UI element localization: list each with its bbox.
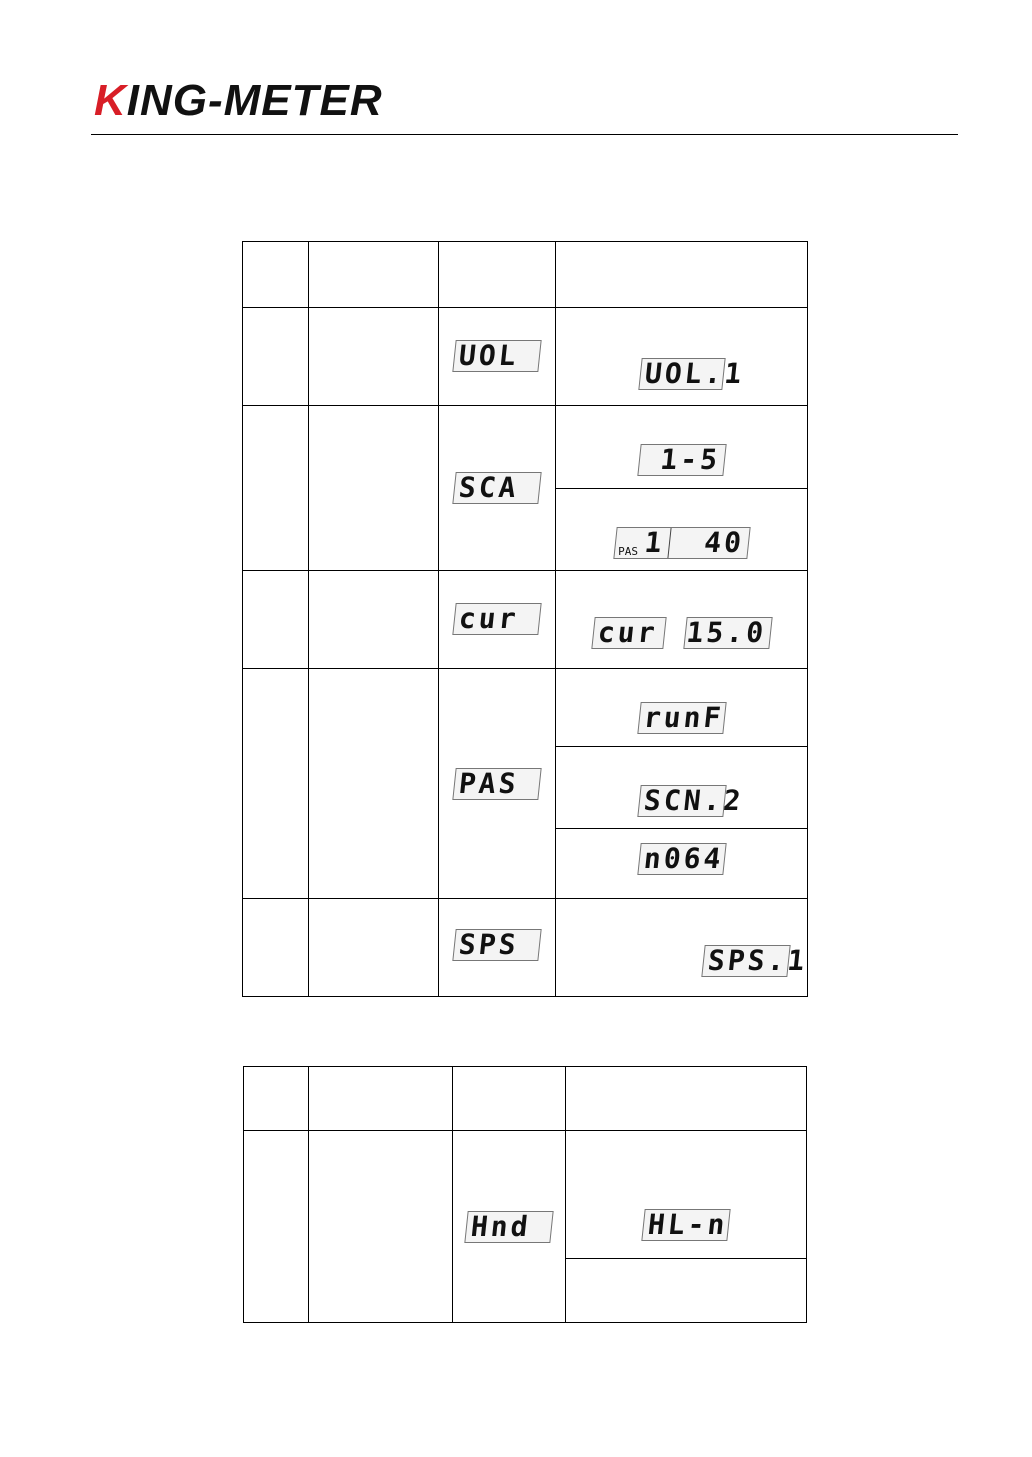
lcd-segment-value: 40 [702,526,746,559]
param-cell [439,308,556,406]
table-row [243,669,808,747]
index-cell [243,571,309,669]
table-row [243,571,808,669]
header-cell [453,1067,566,1131]
lcd-display: SCN.2 [637,785,726,817]
header-cell [244,1067,309,1131]
index-cell [243,669,309,899]
lcd-display: UOL [452,340,541,372]
logo-letter-k: K [94,76,127,125]
name-cell [309,308,439,406]
lcd-display: Hnd [464,1211,553,1243]
index-cell [243,406,309,571]
lcd-display: cur [452,603,541,635]
lcd-display: runF [637,702,726,734]
header-cell [556,242,808,308]
lcd-display-assist [613,527,750,559]
lcd-display: HL-n [641,1209,730,1241]
value-cell [556,571,808,669]
settings-table-2 [243,1066,807,1323]
table-row [243,406,808,489]
lcd-segment-level [614,528,671,558]
header-cell [566,1067,807,1131]
lcd-digit: 1 [642,526,666,559]
param-cell [439,571,556,669]
value-cell [566,1131,807,1259]
value-cell [556,829,808,899]
lcd-display: cur [591,617,666,649]
value-cell [556,747,808,829]
value-cell [566,1259,807,1323]
lcd-display: SPS.1 [701,945,790,977]
value-cell [556,899,808,997]
lcd-label: PAS [617,545,638,558]
lcd-display: UOL.1 [638,358,725,390]
king-meter-logo [94,78,383,124]
value-cell [556,308,808,406]
settings-table-1 [242,241,808,997]
name-cell [309,406,439,571]
value-cell [556,406,808,489]
lcd-display: 15.0 [683,617,772,649]
header-divider [91,134,958,135]
table-row [243,308,808,406]
lcd-display: 1-5 [637,444,726,476]
header-cell [309,1067,453,1131]
header-cell [309,242,439,308]
name-cell [309,571,439,669]
name-cell [309,669,439,899]
param-cell [439,899,556,997]
table-header-row [244,1067,807,1131]
lcd-display: SCA [452,472,541,504]
lcd-display: PAS [452,768,541,800]
logo-text: ING-METER [126,76,383,125]
lcd-display: n064 [637,843,726,875]
name-cell [309,899,439,997]
value-cell [556,489,808,571]
param-cell [453,1131,566,1323]
param-cell [439,669,556,899]
index-cell [244,1131,309,1323]
table-row [243,899,808,997]
header-cell [243,242,309,308]
value-cell [556,669,808,747]
name-cell [309,1131,453,1323]
table-row [244,1131,807,1259]
lcd-display: SPS [452,929,541,961]
index-cell [243,899,309,997]
index-cell [243,308,309,406]
header-cell [439,242,556,308]
table-header-row [243,242,808,308]
param-cell [439,406,556,571]
